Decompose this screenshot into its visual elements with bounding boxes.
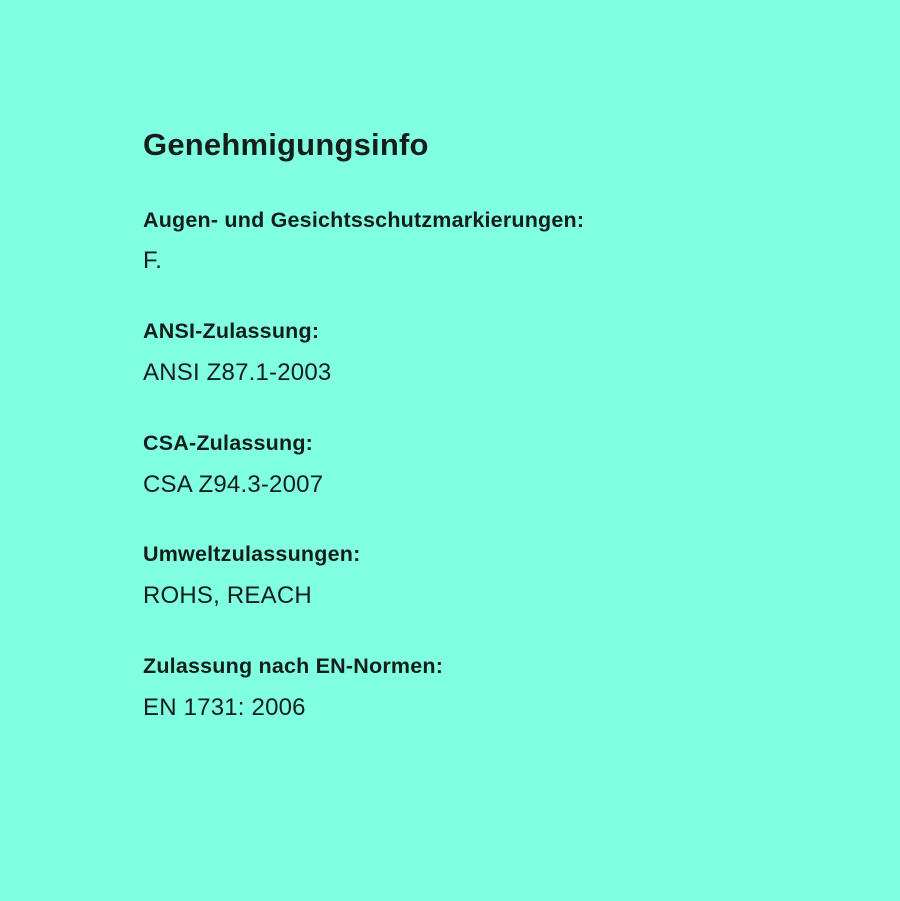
spec-value: ANSI Z87.1-2003 <box>143 359 332 387</box>
page-title: Genehmigungsinfo <box>143 127 429 162</box>
spec-label: CSA-Zulassung: <box>143 430 314 455</box>
spec-section-eye-face-markings <box>143 208 840 277</box>
spec-section-ansi-approval <box>143 319 840 388</box>
spec-section-csa-approval <box>143 431 840 500</box>
spec-section-en-standards-approval <box>143 654 840 723</box>
spec-value: EN 1731: 2006 <box>143 693 306 721</box>
spec-label: Zulassung nach EN-Normen: <box>143 654 444 679</box>
spec-label: ANSI-Zulassung: <box>143 319 320 344</box>
spec-value: CSA Z94.3-2007 <box>143 470 324 498</box>
spec-label: Augen- und Gesichtsschutzmarkierungen: <box>143 207 585 232</box>
spec-value: F. <box>143 247 163 275</box>
spec-value: ROHS, REACH <box>143 582 312 610</box>
spec-section-environmental-approvals <box>143 542 840 611</box>
spec-label: Umweltzulassungen: <box>143 542 361 567</box>
